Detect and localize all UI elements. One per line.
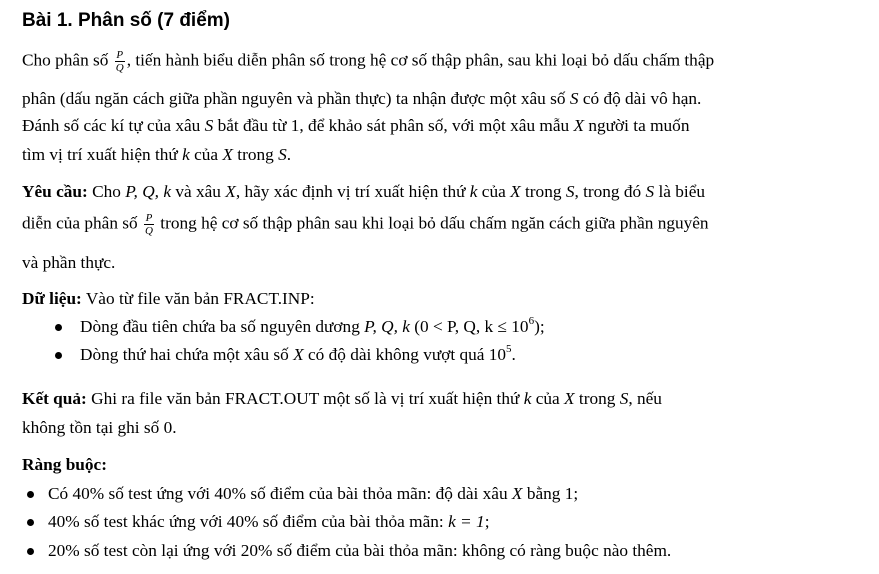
- problem-title: Bài 1. Phân số (7 điểm): [22, 10, 230, 31]
- input-line: Dữ liệu: Vào từ file văn bản FRACT.INP:: [22, 289, 315, 308]
- output-line-2: không tồn tại ghi số 0.: [22, 418, 177, 437]
- constraints-label: Ràng buộc:: [22, 455, 107, 474]
- fraction-p-over-q: $\frac{P}{Q}$: [115, 49, 124, 74]
- request-label: Yêu cầu:: [22, 182, 88, 201]
- input-bullet-2: Dòng thứ hai chứa một xâu số X có độ dài không vượt quá $10^5$.: [55, 345, 857, 365]
- constraint-bullet-3: 20% số test còn lại ứng với 20% số điểm của bài thỏa mãn: không có ràng buộc nào thêm.: [27, 541, 829, 561]
- bullet-icon: [55, 352, 62, 359]
- request-line-1: Yêu cầu: Cho P, Q, k và xâu X, hãy xác định vị trí xuất hiện thứ k của X trong S, trong đó S là biểu: [22, 182, 706, 201]
- intro-line-1: Cho phân số $\frac{P}{Q}$ , tiến hành biểu diễn phân số trong hệ cơ số thập phân, sau khi loại bỏ dấu chấm thập: [22, 49, 715, 74]
- intro-line-2: phân (dấu ngăn cách giữa phần nguyên và phần thực) ta nhận được một xâu số S có độ dài vô hạn.: [22, 89, 702, 108]
- input-label: Dữ liệu:: [22, 289, 82, 308]
- output-label: Kết quả:: [22, 389, 87, 408]
- request-line-2: diễn của phân số $\frac{P}{Q}$ trong hệ cơ số thập phân sau khi loại bỏ dấu chấm ngăn cách giữa phần nguyên: [22, 212, 709, 237]
- intro-line-3: Đánh số các kí tự của xâu S bắt đầu từ 1, để khảo sát phân số, với một xâu mẫu X người ta muốn: [22, 116, 690, 135]
- intro-line-4: tìm vị trí xuất hiện thứ k của X trong S.: [22, 145, 292, 164]
- input-bullet-1: Dòng đầu tiên chứa ba số nguyên dương P, Q, k (0 < P, Q, $k \le 10^6$);: [55, 317, 857, 337]
- fraction-p-over-q-2: $\frac{P}{Q}$: [144, 212, 153, 237]
- request-line-3: và phần thực.: [22, 253, 116, 272]
- constraint-bullet-1: Có 40% số test ứng với 40% số điểm của bài thỏa mãn: độ dài xâu X bằng 1;: [27, 484, 829, 504]
- bullet-icon: [55, 324, 62, 331]
- constraints-header: [22, 455, 824, 475]
- constraint-bullet-2: 40% số test khác ứng với 40% số điểm của bài thỏa mãn: k = 1;: [27, 512, 829, 532]
- output-line-1: Kết quả: Ghi ra file văn bản FRACT.OUT một số là vị trí xuất hiện thứ k của X trong S, nếu: [22, 389, 662, 408]
- bullet-icon: [27, 548, 34, 555]
- bullet-icon: [27, 491, 34, 498]
- bullet-icon: [27, 519, 34, 526]
